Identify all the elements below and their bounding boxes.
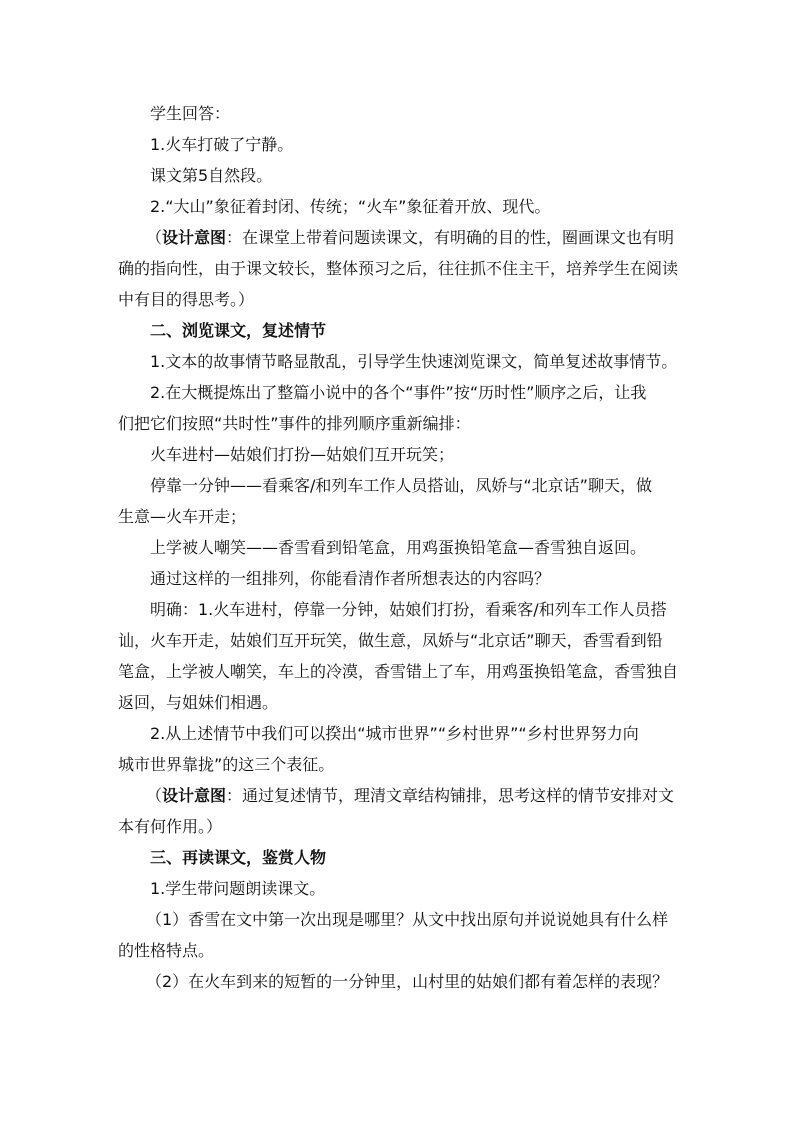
paragraph-line: 课文第5自然段。 xyxy=(150,166,273,185)
paragraph-line: 笔盒，上学被人嘲笑，车上的冷漠，香雪错上了车，用鸡蛋换铅笔盒，香雪独自 xyxy=(118,662,679,681)
paragraph-line: 停靠一分钟——看乘客/和列车工作人员搭讪，凤娇与“北京话”聊天，做 xyxy=(150,476,652,495)
question-line: （2）在火车到来的短暂的一分钟里，山村里的姑娘们都有着怎样的表现？ xyxy=(146,972,669,991)
section-heading-3: 三、再读课文，鉴赏人物 xyxy=(150,848,327,867)
paragraph-line: 们把它们按照“共时性”事件的排列顺序重新编排： xyxy=(118,414,471,433)
paren-open: （ xyxy=(146,786,163,805)
question-line: （1）香雪在文中第一次出现是哪里？从文中找出原句并说说她具有什么样 xyxy=(146,910,669,929)
design-intent-line xyxy=(118,780,686,811)
design-intent-label: 设计意图 xyxy=(162,228,227,247)
paragraph-line: 学生回答： xyxy=(150,104,231,123)
paragraph-line: 中有目的得思考。） xyxy=(118,290,255,309)
paragraph-line: 通过这样的一组排列，你能看清作者所想表达的内容吗？ xyxy=(150,569,551,588)
paragraph-line: 2.在大概提炼出了整篇小说中的各个“事件”按“历时性”顺序之后，让我 xyxy=(150,383,647,402)
paragraph-line: 讪，火车开走，姑娘们互开玩笑，做生意，凤娇与“北京话”聊天，香雪看到铅 xyxy=(118,631,663,650)
paragraph-line: 确的指向性，由于课文较长，整体预习之后，往往抓不住主干，培养学生在阅读 xyxy=(118,259,679,278)
paragraph-line: 火车进村—姑娘们打扮—姑娘们互开玩笑； xyxy=(150,445,455,464)
paragraph-line: 明确：1.火车进村，停靠一分钟，姑娘们打扮，看乘客/和列车工作人员搭 xyxy=(150,600,667,619)
paragraph-line: 2.“大山”象征着封闭、传统；“火车”象征着开放、现代。 xyxy=(150,197,551,216)
paragraph-line: 城市世界靠拢”的这三个表征。 xyxy=(118,755,335,774)
design-intent-text: ：在课堂上带着问题读课文，有明确的目的性，圈画课文也有明 xyxy=(226,228,675,247)
design-intent-text: ：通过复述情节，理清文章结构铺排，思考这样的情节安排对文 xyxy=(226,786,675,805)
design-intent-line xyxy=(118,222,686,253)
document-body xyxy=(118,98,686,997)
design-intent-label: 设计意图 xyxy=(162,786,227,805)
paren-open: （ xyxy=(146,228,163,247)
paragraph-line: 1.学生带问题朗读课文。 xyxy=(150,879,326,898)
paragraph-line: 上学被人嘲笑——香雪看到铅笔盒，用鸡蛋换铅笔盒—香雪独自返回。 xyxy=(150,538,647,557)
paragraph-line: 返回，与姐妹们相遇。 xyxy=(118,693,279,712)
paragraph-line: 生意—火车开走； xyxy=(118,507,247,526)
paragraph-line: 1.火车打破了宁静。 xyxy=(150,135,294,154)
paragraph-line: 1.文本的故事情节略显散乱，引导学生快速浏览课文，简单复述故事情节。 xyxy=(150,352,678,371)
paragraph-line: 2.从上述情节中我们可以揆出“城市世界”“乡村世界”“乡村世界努力向 xyxy=(150,724,639,743)
paragraph-line: 的性格特点。 xyxy=(118,941,215,960)
paragraph-line: 本有何作用。） xyxy=(118,817,223,836)
section-heading-2: 二、浏览课文，复述情节 xyxy=(150,321,327,340)
